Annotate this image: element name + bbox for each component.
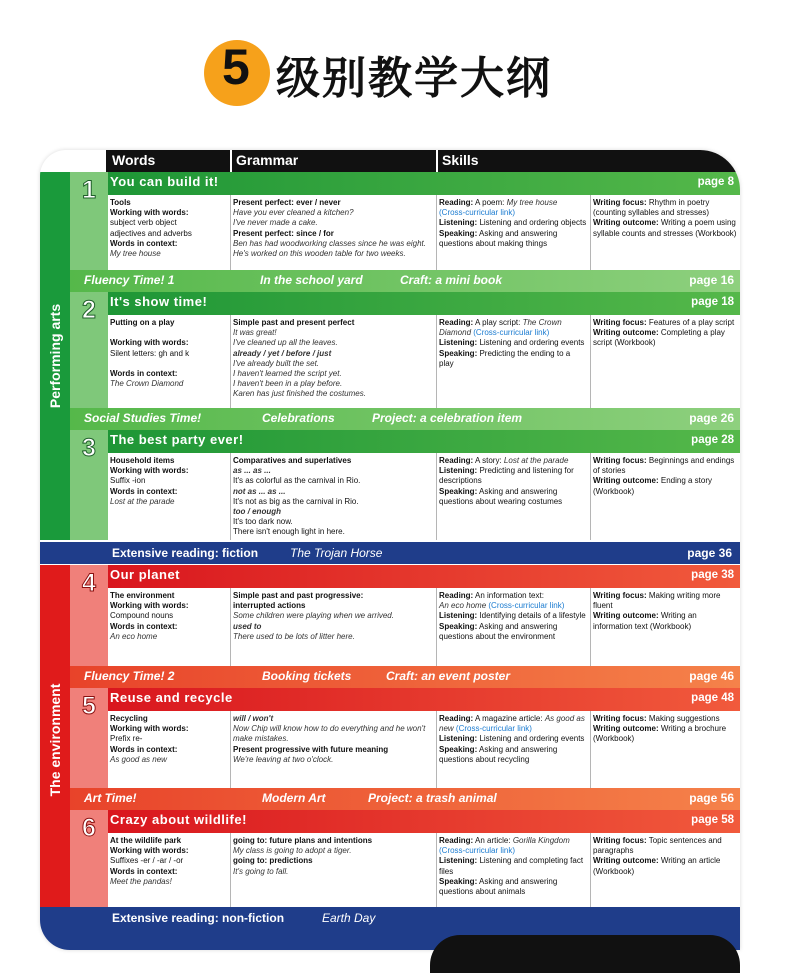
unit-number: 5: [82, 692, 96, 720]
unit-title-bar: [108, 565, 740, 588]
words-cell: At the wildlife park Working with words: Suffixes -er / -ar / -or Words in context: Meet the pandas!: [110, 836, 189, 886]
unit-page: page 48: [691, 692, 734, 704]
extensive-reading-bar: Extensive reading: non-fiction Earth Day: [40, 907, 740, 950]
fluency-time-bar: Fluency Time! 1 In the school yard Craft: a mini book page 16: [70, 270, 740, 292]
unit-number-column: [70, 565, 108, 915]
skills-cell: Reading: A magazine article: As good as new (Cross-curricular link) Listening: Listening and ordering events Speaking: Asking and answering questions about recycling: [439, 714, 585, 764]
unit-title: Our planet: [110, 567, 181, 582]
writing-cell: Writing focus: Beginnings and endings of stories Writing outcome: Ending a story (Workbook): [593, 456, 735, 496]
writing-cell: Writing focus: Making writing more fluent Writing outcome: Writing an information text (Workbook): [593, 591, 721, 631]
page-heading: [0, 0, 790, 130]
unit-number: 6: [82, 814, 96, 842]
header-divider: [436, 150, 438, 172]
next-page-edge: [430, 935, 740, 973]
unit-title: Reuse and recycle: [110, 690, 233, 705]
art-time-bar: Art Time! Modern Art Project: a trash animal page 56: [70, 788, 740, 810]
skills-cell: Reading: A poem: My tree house (Cross-curricular link) Listening: Listening and ordering objects Speaking: Asking and answering questions about making things: [439, 198, 587, 248]
section-environment: [40, 565, 70, 915]
unit-title-bar: [108, 292, 740, 315]
words-cell: Household items Working with words: Suffix -ion Words in context: Lost at the parade: [110, 456, 189, 506]
unit-title-bar: [108, 172, 740, 195]
unit-content: [108, 315, 740, 408]
section-performing-arts: [40, 172, 70, 540]
unit-title: Crazy about wildlife!: [110, 812, 247, 827]
words-cell: Tools Working with words: subject verb object adjectives and adverbs Words in context: My tree house: [110, 198, 192, 259]
unit-number: 2: [82, 296, 96, 324]
writing-cell: Writing focus: Topic sentences and paragraphs Writing outcome: Writing an article (Workbook): [593, 836, 722, 876]
grammar-cell: will / won't Now Chip will know how to do everything and he won't make mistakes. Present progressive with future meaning We're leaving at two o'clock.: [233, 714, 426, 764]
skills-cell: Reading: A story: Lost at the parade Listening: Predicting and listening for descriptions Speaking: Asking and answering questions about wearing costumes: [439, 456, 574, 506]
unit-number: 1: [82, 176, 96, 204]
skills-cell: Reading: A play script: The Crown Diamond (Cross-curricular link) Listening: Listening and ordering events Speaking: Predicting the ending to a play: [439, 318, 585, 368]
unit-page: page 38: [691, 569, 734, 581]
unit-title-bar: [108, 810, 740, 833]
writing-cell: Writing focus: Rhythm in poetry (counting syllables and stresses) Writing outcome: Writing a poem using syllable counts and stresses (Workbook): [593, 198, 737, 238]
unit-content: [108, 833, 740, 907]
grammar-cell: Comparatives and superlatives as ... as ... It's as colorful as the carnival in Rio. not as ... as ... It's not as big as the carnival in Rio. too / enough It's too dark now. There isn't enough light in here.: [233, 456, 361, 537]
grammar-cell: going to: future plans and intentions My class is going to adopt a tiger. going to: predictions It's going to fall.: [233, 836, 373, 876]
unit-title-bar: [108, 430, 740, 453]
writing-cell: Writing focus: Features of a play script Writing outcome: Completing a play script (Workbook): [593, 318, 735, 348]
unit-content: [108, 588, 740, 666]
unit-page: page 28: [691, 434, 734, 446]
skills-cell: Reading: An article: Gorilla Kingdom (Cross-curricular link) Listening: Listening and completing fact files Speaking: Asking and answering questions about animals: [439, 836, 584, 897]
unit-page: page 18: [691, 296, 734, 308]
words-cell: Recycling Working with words: Prefix re- Words in context: As good as new: [110, 714, 189, 764]
unit-title-bar: [108, 688, 740, 711]
unit-number: 3: [82, 434, 96, 462]
skills-cell: Reading: An information text: An eco home (Cross-curricular link) Listening: Identifying details of a lifestyle Speaking: Asking and answering questions about the environment: [439, 591, 586, 641]
level-number: 5: [222, 39, 250, 95]
heading-text: 级别教学大纲: [276, 54, 552, 103]
column-header: [106, 150, 740, 172]
header-skills: Skills: [442, 152, 479, 168]
words-cell: The environment Working with words: Compound nouns Words in context: An eco home: [110, 591, 189, 641]
words-cell: Putting on a play Working with words: Silent letters: gh and k Words in context: The Crown Diamond: [110, 318, 190, 389]
unit-content: [108, 195, 740, 270]
unit-number: 4: [82, 569, 96, 597]
unit-title: You can build it!: [110, 174, 219, 189]
extensive-reading-bar: Extensive reading: fiction The Trojan Horse page 36: [40, 542, 740, 564]
unit-title: The best party ever!: [110, 432, 244, 447]
unit-page: page 58: [691, 814, 734, 826]
fluency-time-bar: Fluency Time! 2 Booking tickets Craft: an event poster page 46: [70, 666, 740, 688]
header-grammar: Grammar: [236, 152, 299, 168]
social-studies-bar: Social Studies Time! Celebrations Project: a celebration item page 26: [70, 408, 740, 430]
section-label: The environment: [47, 683, 63, 797]
header-words: Words: [112, 152, 156, 168]
grammar-cell: Present perfect: ever / never Have you ever cleaned a kitchen? I've never made a cake. Present perfect: since / for Ben has had woodworking classes since he was eight. He's worked on this wooden table for two weeks.: [233, 198, 426, 259]
header-divider: [230, 150, 232, 172]
syllabus-card: [40, 150, 740, 950]
unit-content: [108, 711, 740, 788]
unit-title: It's show time!: [110, 294, 208, 309]
unit-page: page 8: [697, 176, 734, 188]
unit-content: [108, 453, 740, 540]
grammar-cell: Simple past and present perfect It was great! I've cleaned up all the leaves. already / yet / before / just I've already built the set. I haven't learned the script yet. I haven't been in a play before. Karen has just finished the costumes.: [233, 318, 366, 399]
unit-number-column: [70, 172, 108, 540]
grammar-cell: Simple past and past progressive: interrupted actions Some children were playing when we arrived. used to There used to be lots of litter here.: [233, 591, 394, 641]
section-label: Performing arts: [47, 303, 63, 409]
writing-cell: Writing focus: Making suggestions Writing outcome: Writing a brochure (Workbook): [593, 714, 727, 744]
